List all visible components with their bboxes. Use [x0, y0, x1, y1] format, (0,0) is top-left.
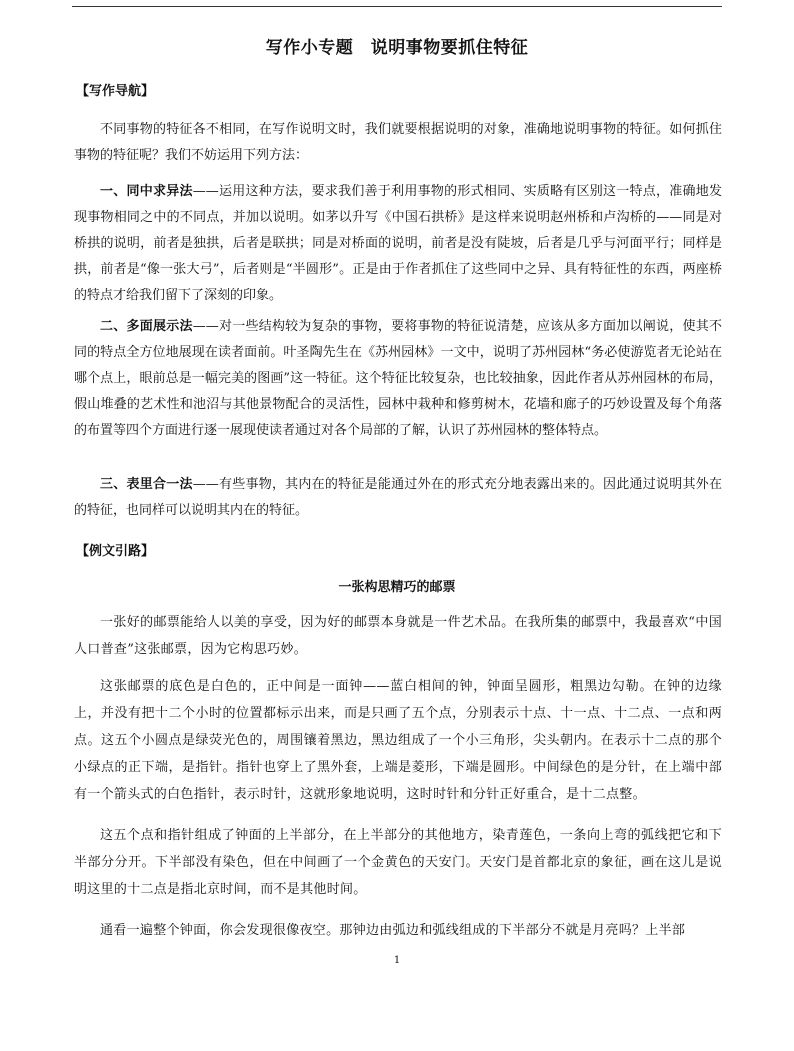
- method-3: [74, 472, 722, 524]
- example-title: 一张构思精巧的邮票: [338, 580, 456, 595]
- guide-heading: 【写作导航】: [76, 84, 155, 99]
- example-paragraph-4: 通看一遍整个钟面，你会发现很像夜空。那钟边由弧边和弧线组成的下半部分不就是月亮吗？上半部: [100, 923, 686, 938]
- example-paragraph-3: 这五个点和指针组成了钟面的上半部分，在上半部分的其他地方，染青莲色，一条向上弯的弧线把它和下半部分分开。下半部没有染色，但在中间画了一个金黄色的天安门。天安门是首都北京的象征，画在这儿是说明这里的十二点是指北京时间，而不是其他时间。: [74, 828, 722, 897]
- method-1-body: ——运用这种方法，要求我们善于利用事物的形式相同、实质略有区别这一特点，准确地发现事物相同之中的不同点，并加以说明。如茅以升写《中国石拱桥》是这样来说明赵州桥和卢沟桥的——同是对桥拱的说明，前者是独拱，后者是联拱；同是对桥面的说明，前者是没有陡坡，后者是几乎与河面平行；同样是拱，前者是“像一张大弓”，后者则是“半圆形”。正是由于作者抓住了这些同中之异、具有特征性的东西，两座桥的特点才给我们留下了深刻的印象。: [74, 184, 722, 303]
- method-1: [74, 179, 722, 309]
- page-title: 写作小专题 说明事物要抓住特征: [265, 38, 529, 58]
- method-2-lead: 二、多面展示法: [100, 319, 193, 334]
- method-2-body: ——对一些结构较为复杂的事物，要将事物的特征说清楚，应该从多方面加以阐说，使其不同的特点全方位地展现在读者面前。叶圣陶先生在《苏州园林》一文中，说明了苏州园林“务必使游览者无论站在哪个点上，眼前总是一幅完美的图画”这一特征。这个特征比较复杂，也比较抽象，因此作者从苏州园林的布局，假山堆叠的艺术性和池沼与其他景物配合的灵活性，园林中栽种和修剪树木，花墙和廊子的巧妙设置及每个角落的布置等四个方面进行逐一展现使读者通过对各个局部的了解，认识了苏州园林的整体特点。: [74, 319, 722, 438]
- example-heading: 【例文引路】: [76, 544, 155, 559]
- method-3-body: ——有些事物，其内在的特征是能通过外在的形式充分地表露出来的。因此通过说明其外在的特征，也同样可以说明其内在的特征。: [74, 477, 722, 518]
- method-3-lead: 三、表里合一法: [100, 477, 193, 492]
- method-2: [74, 314, 722, 444]
- example-paragraph-2: 这张邮票的底色是白色的，正中间是一面钟——蓝白相间的钟，钟面呈圆形，粗黑边勾勒。在钟的边缘上，并没有把十二个小时的位置都标示出来，而是只画了五个点，分别表示十点、十一点、十二点、一点和两点。这五个小圆点是绿荧光色的，周围镶着黑边，黑边组成了一个小三角形，尖头朝内。在表示十二点的那个小绿点的正下端，是指针。指针也穿上了黑外套，上端是菱形，下端是圆形。中间绿色的是分针，在上端中部有一个箭头式的白色指针，表示时针，这就形象地说明，这时时针和分针正好重合，是十二点整。: [74, 679, 722, 802]
- example-paragraph-1: 一张好的邮票能给人以美的享受，因为好的邮票本身就是一件艺术品。在我所集的邮票中，我最喜欢“中国人口普查”这张邮票，因为它构思巧妙。: [74, 615, 722, 657]
- page-number: 1: [393, 955, 401, 966]
- top-rule: [72, 6, 722, 7]
- method-1-lead: 一、同中求异法: [100, 184, 193, 199]
- guide-intro: 不同事物的特征各不相同，在写作说明文时，我们就要根据说明的对象，准确地说明事物的特征。如何抓住事物的特征呢？我们不妨运用下列方法：: [74, 122, 722, 163]
